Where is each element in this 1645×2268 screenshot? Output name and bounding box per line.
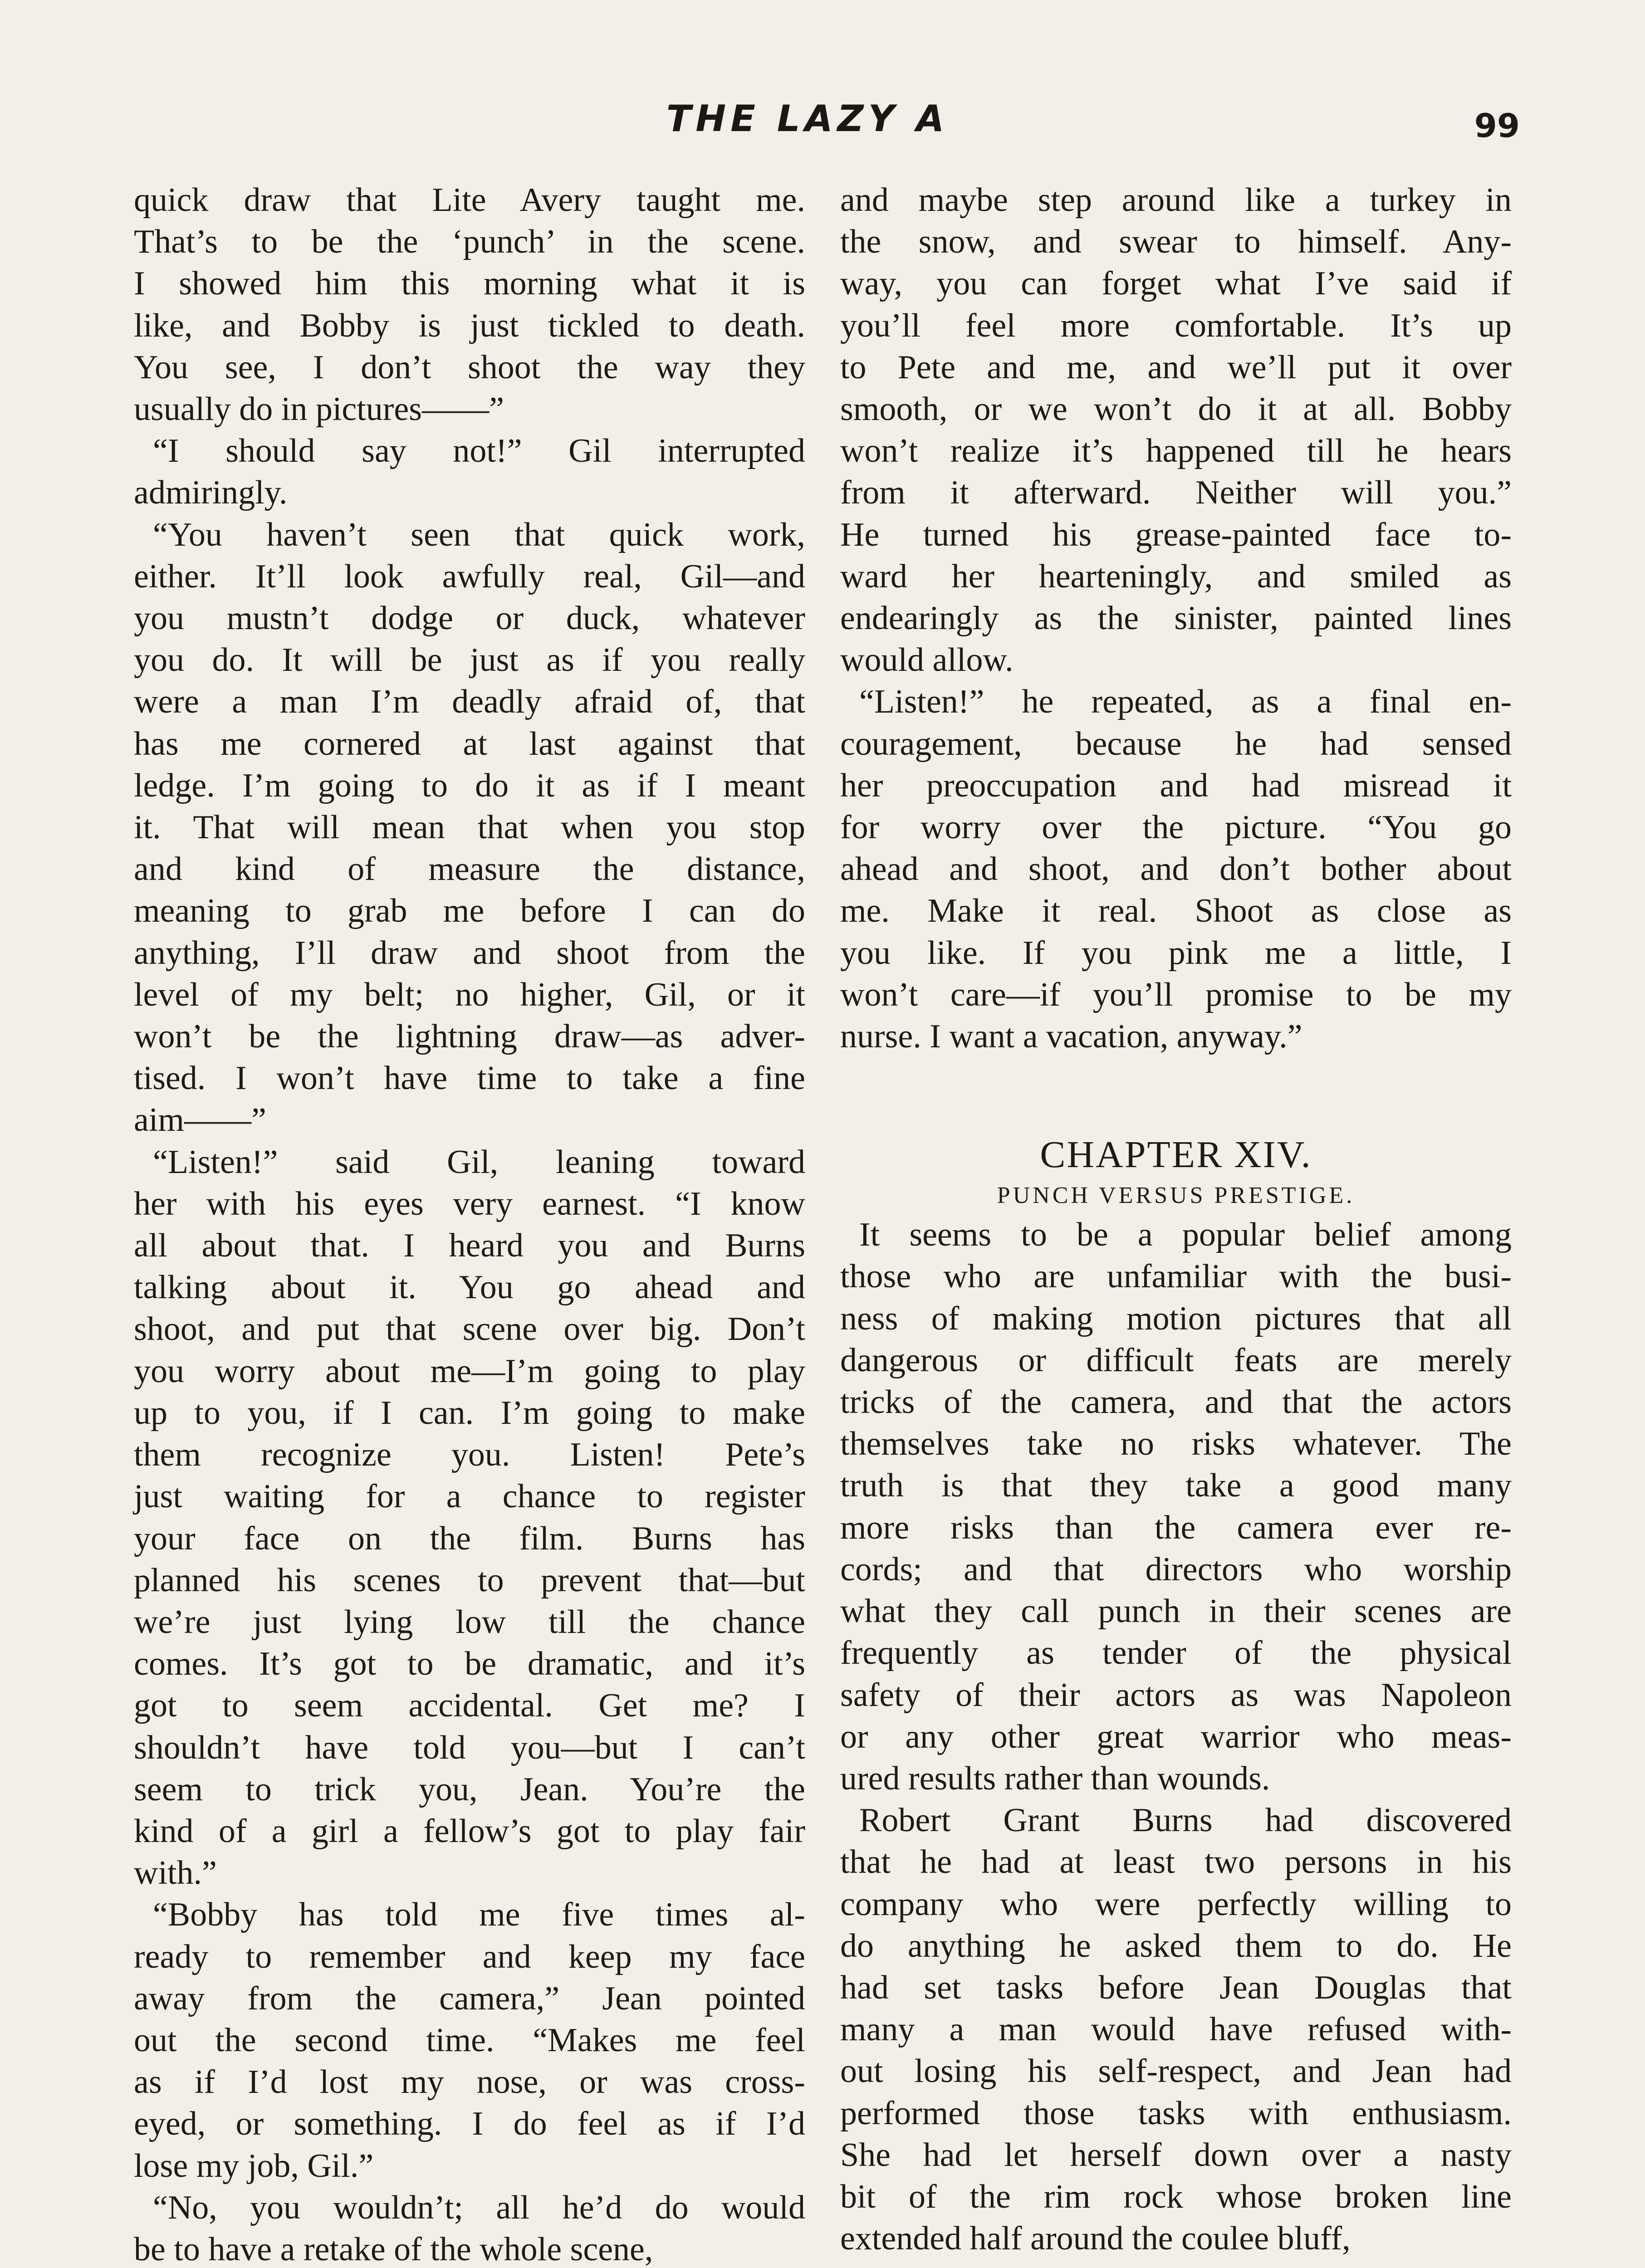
text-line: more risks than the camera ever re- xyxy=(840,1509,1512,1546)
text-line: and maybe step around like a turkey in xyxy=(840,181,1512,219)
text-line: couragement, because he had sensed xyxy=(840,725,1512,763)
text-line: eyed, or something. I do feel as if I’d xyxy=(134,2105,805,2143)
text-line: had set tasks before Jean Douglas that xyxy=(840,1969,1512,2006)
paragraph xyxy=(134,1894,805,2186)
text-line: or any other great warrior who meas- xyxy=(840,1718,1512,1755)
text-line: what they call punch in their scenes are xyxy=(840,1593,1512,1630)
text-line: anything, I’ll draw and shoot from the xyxy=(134,934,805,972)
paragraph xyxy=(134,179,805,430)
text-line: you worry about me—I’m going to play xyxy=(134,1352,805,1390)
text-line: away from the camera,” Jean pointed xyxy=(134,1980,805,2017)
text-line: that he had at least two persons in his xyxy=(840,1843,1512,1881)
chapter-heading xyxy=(840,1132,1512,1214)
text-line: you like. If you pink me a little, I xyxy=(840,934,1512,972)
paragraph xyxy=(840,1799,1512,2259)
text-line: extended half around the coulee bluff, xyxy=(840,2220,1351,2258)
text-line: from it afterward. Neither will you.” xyxy=(840,474,1512,512)
text-line: those who are unfamiliar with the busi- xyxy=(840,1258,1512,1295)
text-line: He turned his grease-painted face to- xyxy=(840,516,1512,553)
text-line: level of my belt; no higher, Gil, or it xyxy=(134,976,805,1013)
text-line: for worry over the picture. “You go xyxy=(840,809,1512,846)
text-line: quick draw that Lite Avery taught me. xyxy=(134,181,805,219)
text-line: endearingly as the sinister, painted lines xyxy=(840,600,1512,637)
text-line: all about that. I heard you and Burns xyxy=(134,1227,805,1265)
text-line: it. That will mean that when you stop xyxy=(134,809,805,846)
text-line: dangerous or difficult feats are merely xyxy=(840,1341,1512,1379)
text-line: got to seem accidental. Get me? I xyxy=(134,1687,805,1725)
right-column-text xyxy=(840,179,1512,1057)
text-line: I showed him this morning what it is xyxy=(134,265,805,303)
paragraph xyxy=(134,430,805,513)
text-line: company who were perfectly willing to xyxy=(840,1885,1512,1923)
text-line: bit of the rim rock whose broken line xyxy=(840,2178,1512,2215)
text-line: seem to trick you, Jean. You’re the xyxy=(134,1770,805,1808)
text-line: tricks of the camera, and that the actors xyxy=(840,1383,1512,1421)
text-line: “Bobby has told me five times al- xyxy=(153,1896,805,1934)
running-head: THE LAZY A xyxy=(666,98,949,140)
text-line: me. Make it real. Shoot as close as xyxy=(840,892,1512,930)
text-line: her preoccupation and had misread it xyxy=(840,767,1512,804)
text-line: “No, you wouldn’t; all he’d do would xyxy=(153,2189,805,2226)
left-column xyxy=(134,179,805,2268)
text-line: “Listen!” he repeated, as a final en- xyxy=(859,683,1512,721)
text-line: ready to remember and keep my face xyxy=(134,1938,805,1975)
text-line: truth is that they take a good many xyxy=(840,1467,1512,1505)
paragraph xyxy=(840,681,1512,1057)
text-line: meaning to grab me before I can do xyxy=(134,892,805,930)
text-line: we’re just lying low till the chance xyxy=(134,1603,805,1641)
text-line: them recognize you. Listen! Pete’s xyxy=(134,1436,805,1474)
chapter-body xyxy=(840,1214,1512,2259)
text-line: out losing his self-respect, and Jean had xyxy=(840,2053,1512,2090)
text-line: to Pete and me, and we’ll put it over xyxy=(840,348,1512,386)
right-column xyxy=(840,179,1512,2259)
text-line: ured results rather than wounds. xyxy=(840,1760,1270,1797)
text-line: ledge. I’m going to do it as if I meant xyxy=(134,767,805,804)
text-line: comes. It’s got to be dramatic, and it’s xyxy=(134,1645,805,1683)
text-line: do anything he asked them to do. He xyxy=(840,1927,1512,1965)
text-line: has me cornered at last against that xyxy=(134,725,805,763)
text-line: safety of their actors as was Napoleon xyxy=(840,1676,1512,1714)
text-line: the snow, and swear to himself. Any- xyxy=(840,223,1512,261)
text-line: talking about it. You go ahead and xyxy=(134,1269,805,1306)
text-line: won’t realize it’s happened till he hears xyxy=(840,432,1512,470)
text-line: “Listen!” said Gil, leaning toward xyxy=(153,1143,805,1181)
chapter-title: CHAPTER XIV. xyxy=(1040,1134,1312,1176)
text-line: usually do in pictures——” xyxy=(134,391,504,428)
text-line: Robert Grant Burns had discovered xyxy=(859,1802,1512,1839)
text-line: your face on the film. Burns has xyxy=(134,1520,805,1557)
text-line: shoot, and put that scene over big. Don’t xyxy=(134,1310,805,1348)
text-line: kind of a girl a fellow’s got to play fair xyxy=(134,1812,805,1850)
text-line: won’t be the lightning draw—as adver- xyxy=(134,1018,805,1056)
text-line: and kind of measure the distance, xyxy=(134,850,805,888)
text-line: like, and Bobby is just tickled to death. xyxy=(134,307,805,344)
text-line: you do. It will be just as if you really xyxy=(134,641,805,679)
text-line: planned his scenes to prevent that—but xyxy=(134,1561,805,1599)
page-number: 99 xyxy=(1474,107,1520,145)
text-line: frequently as tender of the physical xyxy=(840,1634,1512,1672)
text-line: way, you can forget what I’ve said if xyxy=(840,265,1512,303)
text-line: She had let herself down over a nasty xyxy=(840,2136,1512,2174)
text-line: as if I’d lost my nose, or was cross- xyxy=(134,2063,805,2101)
text-line: be to have a retake of the whole scene, xyxy=(134,2230,653,2268)
paragraph xyxy=(840,179,1512,681)
text-line: cords; and that directors who worship xyxy=(840,1550,1512,1588)
text-line: just waiting for a chance to register xyxy=(134,1478,805,1515)
paragraph xyxy=(840,1214,1512,1799)
text-line: out the second time. “Makes me feel xyxy=(134,2021,805,2059)
text-line: up to you, if I can. I’m going to make xyxy=(134,1394,805,1432)
text-line: were a man I’m deadly afraid of, that xyxy=(134,683,805,721)
text-line: many a man would have refused with- xyxy=(840,2011,1512,2048)
text-line: That’s to be the ‘punch’ in the scene. xyxy=(134,223,805,261)
text-line: ward her hearteningly, and smiled as xyxy=(840,557,1512,595)
text-line: with.” xyxy=(134,1854,217,1892)
text-line: would allow. xyxy=(840,641,1013,679)
text-line: won’t care—if you’ll promise to be my xyxy=(840,976,1512,1013)
text-line: shouldn’t have told you—but I can’t xyxy=(134,1729,805,1766)
text-line: themselves take no risks whatever. The xyxy=(840,1425,1512,1463)
text-line: aim——” xyxy=(134,1101,266,1139)
paragraph xyxy=(134,514,805,1141)
text-line: you mustn’t dodge or duck, whatever xyxy=(134,600,805,637)
text-line: either. It’ll look awfully real, Gil—and xyxy=(134,557,805,595)
text-line: lose my job, Gil.” xyxy=(134,2147,374,2185)
text-line: ness of making motion pictures that all xyxy=(840,1300,1512,1337)
paragraph xyxy=(134,2187,805,2268)
text-line: You see, I don’t shoot the way they xyxy=(134,348,805,386)
text-line: her with his eyes very earnest. “I know xyxy=(134,1185,805,1222)
text-line: tised. I won’t have time to take a fine xyxy=(134,1060,805,1097)
text-line: smooth, or we won’t do it at all. Bobby xyxy=(840,391,1512,428)
paragraph xyxy=(134,1141,805,1894)
text-line: performed those tasks with enthusiasm. xyxy=(840,2094,1512,2132)
text-line: “I should say not!” Gil interrupted xyxy=(153,432,805,470)
text-line: admiringly. xyxy=(134,474,288,512)
text-line: nurse. I want a vacation, anyway.” xyxy=(840,1018,1302,1056)
text-line: “You haven’t seen that quick work, xyxy=(153,516,805,553)
text-line: It seems to be a popular belief among xyxy=(859,1216,1512,1254)
text-line: you’ll feel more comfortable. It’s up xyxy=(840,307,1512,344)
text-line: ahead and shoot, and don’t bother about xyxy=(840,850,1512,888)
chapter-subtitle: PUNCH VERSUS PRESTIGE. xyxy=(997,1183,1355,1209)
